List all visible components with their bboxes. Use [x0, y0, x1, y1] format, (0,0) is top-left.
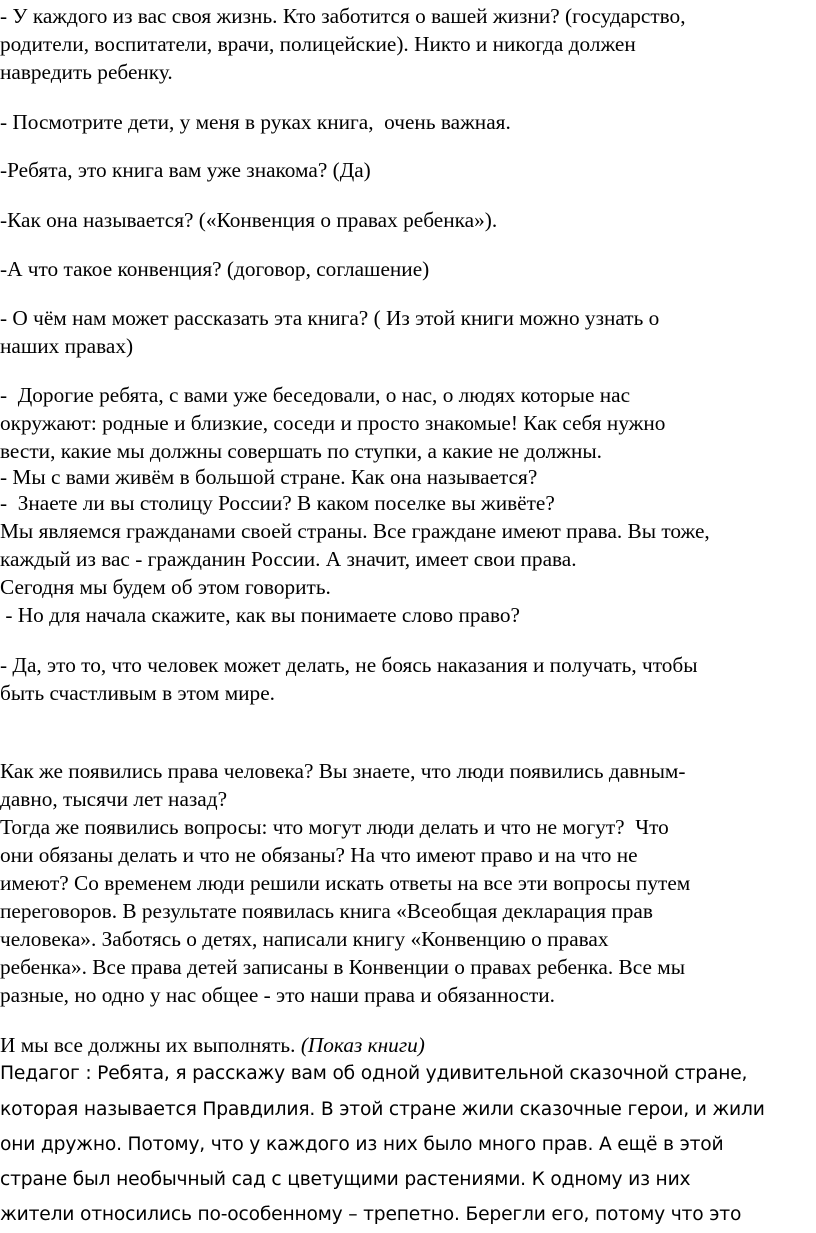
text-line: ребенка». Все права детей записаны в Конвенции о правах ребенка. Все мы: [0, 955, 686, 979]
text-line: разные, но одно у нас общее - это наши права и обязанности.: [0, 983, 556, 1007]
text-line: человека». Заботясь о детях, написали книгу «Конвенцию о правах: [0, 927, 609, 951]
text-line: Как же появились права человека? Вы знаете, что люди появились давным-: [0, 759, 686, 783]
text-line: вести, какие мы должны совершать по ступки, а какие не должны.: [0, 439, 602, 463]
text-line: они дружно. Потому, что у каждого из них было много прав. А ещё в этой: [0, 1134, 724, 1155]
text-line: Тогда же появились вопросы: что могут люди делать и что не могут? Что: [0, 815, 669, 839]
text-line: они обязаны делать и что не обязаны? На что имеют право и на что не: [0, 843, 638, 867]
text-line: наших правах): [0, 334, 134, 358]
text-line: - Дорогие ребята, с вами уже беседовали, о нас, о людях которые нас: [0, 383, 631, 407]
text-line: переговоров. В результате появилась книга «Всеобщая декларация прав: [0, 899, 653, 923]
text-line: - Мы с вами живём в большой стране. Как она называется?: [0, 465, 538, 489]
text-line: - Но для начала скажите, как вы понимаете слово право?: [0, 603, 520, 627]
text-line: родители, воспитатели, врачи, полицейские). Никто и никогда должен: [0, 32, 636, 56]
text-line: навредить ребенку.: [0, 60, 173, 84]
text-line: -Ребята, это книга вам уже знакома? (Да): [0, 158, 371, 182]
text-line: - Да, это то, что человек может делать, не боясь наказания и получать, чтобы: [0, 653, 698, 677]
text-line: давно, тысячи лет назад?: [0, 787, 228, 811]
text-line: - О чём нам может рассказать эта книга? ( Из этой книги можно узнать о: [0, 306, 660, 330]
text-line: жители относились по-особенному – трепетно. Берегли его, потому что это: [0, 1204, 742, 1225]
stage-direction: (Показ книги): [300, 1033, 425, 1057]
text-span: И мы все должны их выполнять.: [0, 1033, 301, 1057]
text-line: стране был необычный сад с цветущими растениями. К одному из них: [0, 1169, 691, 1190]
text-line: -А что такое конвенция? (договор, соглашение): [0, 257, 430, 281]
text-line: - Знаете ли вы столицу России? В каком поселке вы живёте?: [0, 491, 555, 515]
text-line: окружают: родные и близкие, соседи и просто знакомые! Как себя нужно: [0, 411, 666, 435]
text-line: имеют? Со временем люди решили искать ответы на все эти вопросы путем: [0, 871, 691, 895]
text-line: [0, 1031, 425, 1059]
text-line: - Посмотрите дети, у меня в руках книга, очень важная.: [0, 110, 511, 134]
text-line: Мы являемся гражданами своей страны. Все граждане имеют права. Вы тоже,: [0, 519, 710, 543]
text-line: каждый из вас - гражданин России. А значит, имеет свои права.: [0, 547, 577, 571]
text-line: -Как она называется? («Конвенция о правах ребенка»).: [0, 208, 498, 232]
text-line: которая называется Правдилия. В этой стране жили сказочные герои, и жили: [0, 1099, 765, 1120]
text-line: Сегодня мы будем об этом говорить.: [0, 575, 331, 599]
text-line: Педагог : Ребята, я расскажу вам об одной удивительной сказочной стране,: [0, 1063, 748, 1084]
text-line: - У каждого из вас своя жизнь. Кто заботится о вашей жизни? (государство,: [0, 4, 686, 28]
text-line: быть счастливым в этом мире.: [0, 681, 275, 705]
